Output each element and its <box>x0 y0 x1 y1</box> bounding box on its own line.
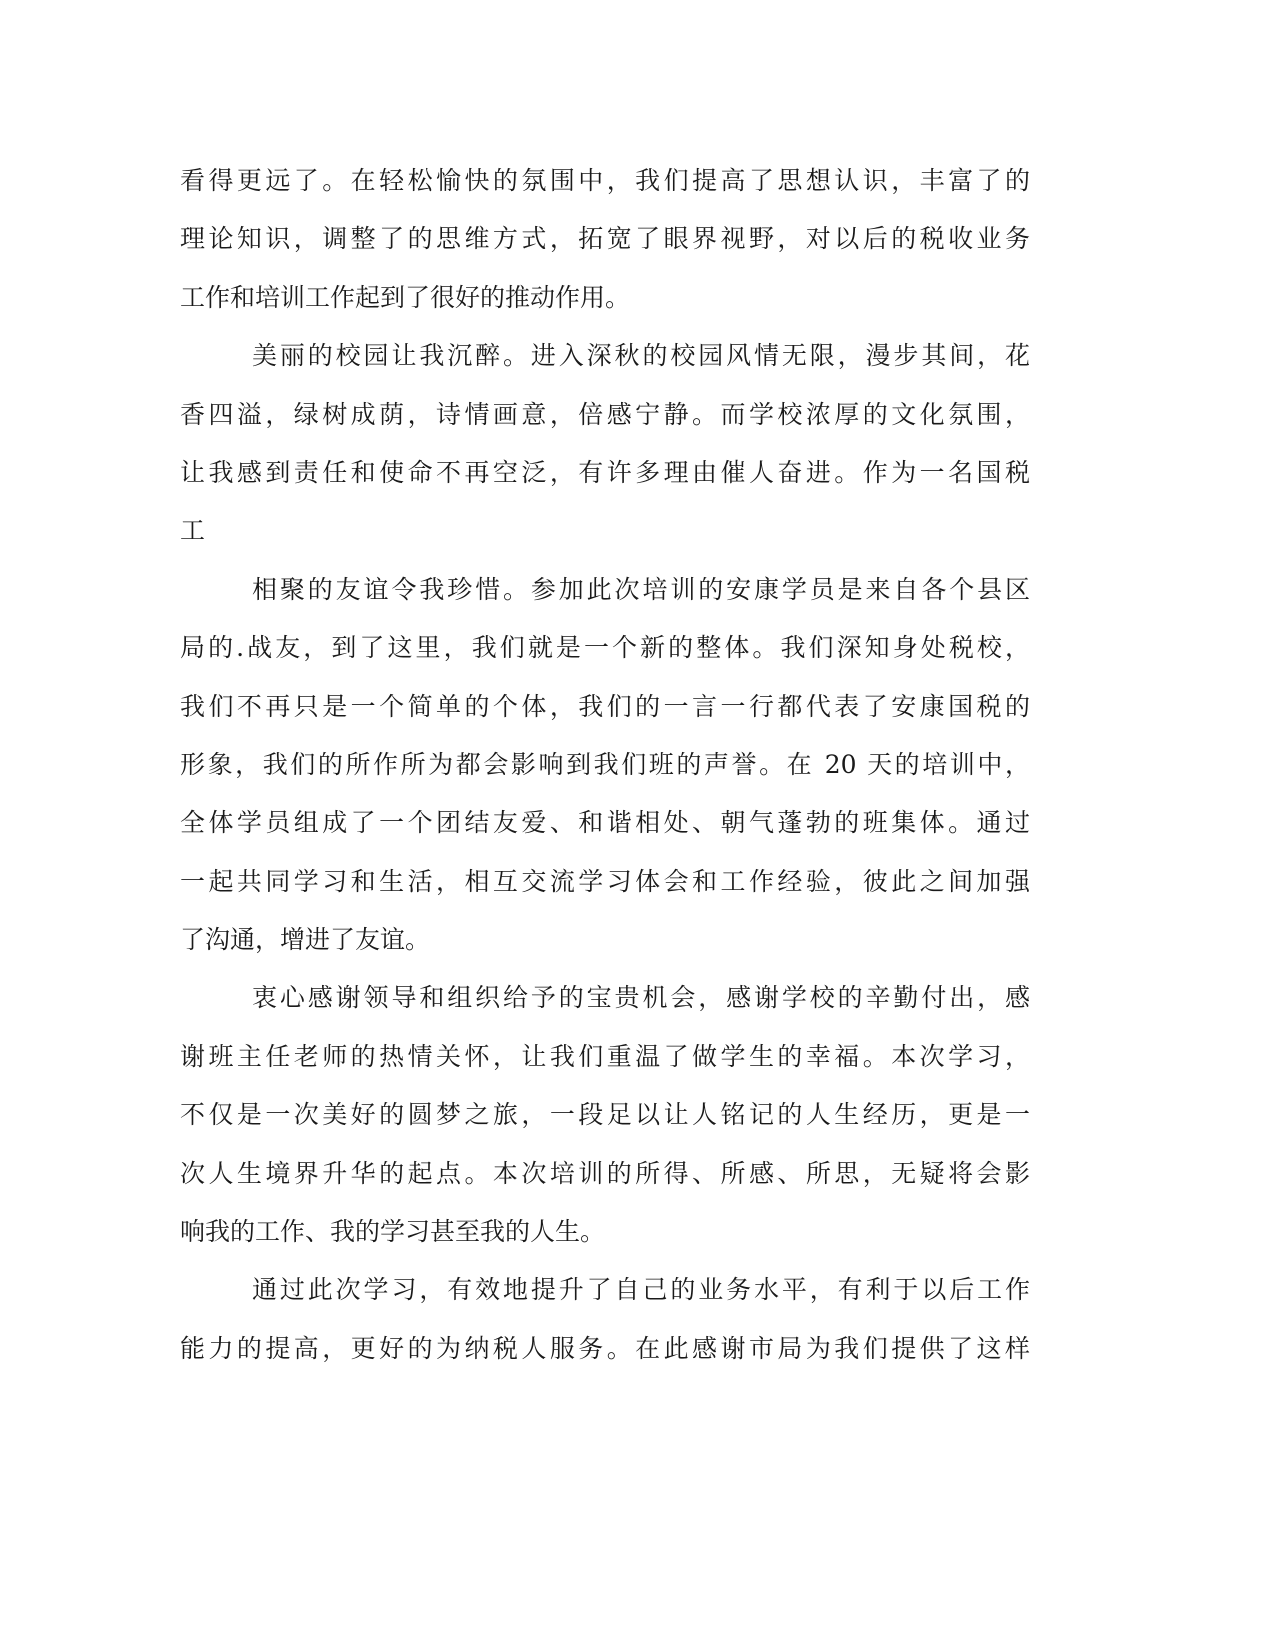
text-line: 谢班主任老师的热情关怀，让我们重温了做学生的幸福。本次学习， <box>180 1041 1030 1071</box>
paragraph-first-line: 相聚的友谊令我珍惜。参加此次培训的安康学员是来自各个县区 <box>252 574 1030 604</box>
paragraph-first-line: 美丽的校园让我沉醉。进入深秋的校园风情无限，漫步其间，花 <box>252 341 1030 371</box>
text-line: 形象，我们的所作所为都会影响到我们班的声誉。在 20 天的培训中， <box>180 749 1030 779</box>
text-line: 一起共同学习和生活，相互交流学习体会和工作经验，彼此之间加强 <box>180 866 1030 896</box>
text-line: 理论知识，调整了的思维方式，拓宽了眼界视野，对以后的税收业务 <box>180 224 1030 254</box>
text-line: 不仅是一次美好的圆梦之旅，一段足以让人铭记的人生经历，更是一 <box>180 1100 1030 1130</box>
text-line: 让我感到责任和使命不再空泛，有许多理由催人奋进。作为一名国税 <box>180 457 1030 487</box>
paragraph-first-line: 衷心感谢领导和组织给予的宝贵机会，感谢学校的辛勤付出，感 <box>252 983 1030 1013</box>
text-line: 响我的工作、我的学习甚至我的人生。 <box>180 1217 606 1247</box>
text-line: 次人生境界升华的起点。本次培训的所得、所感、所思，无疑将会影 <box>180 1158 1030 1188</box>
text-line: 我们不再只是一个简单的个体，我们的一言一行都代表了安康国税的 <box>180 691 1030 721</box>
text-line: 能力的提高，更好的为纳税人服务。在此感谢市局为我们提供了这样 <box>180 1333 1030 1363</box>
text-line: 了沟通，增进了友谊。 <box>180 925 431 955</box>
text-line: 局的.战友，到了这里，我们就是一个新的整体。我们深知身处税校， <box>180 633 1030 663</box>
document-body <box>180 160 1030 1386</box>
text-line: 香四溢，绿树成荫，诗情画意，倍感宁静。而学校浓厚的文化氛围， <box>180 399 1030 429</box>
paragraph-first-line: 通过此次学习，有效地提升了自己的业务水平，有利于以后工作 <box>252 1275 1030 1305</box>
text-line: 工 <box>180 516 206 546</box>
text-line: 看得更远了。在轻松愉快的氛围中，我们提高了思想认识，丰富了的 <box>180 166 1030 195</box>
text-line: 全体学员组成了一个团结友爱、和谐相处、朝气蓬勃的班集体。通过 <box>180 808 1030 838</box>
text-line: 工作和培训工作起到了很好的推动作用。 <box>180 282 631 312</box>
